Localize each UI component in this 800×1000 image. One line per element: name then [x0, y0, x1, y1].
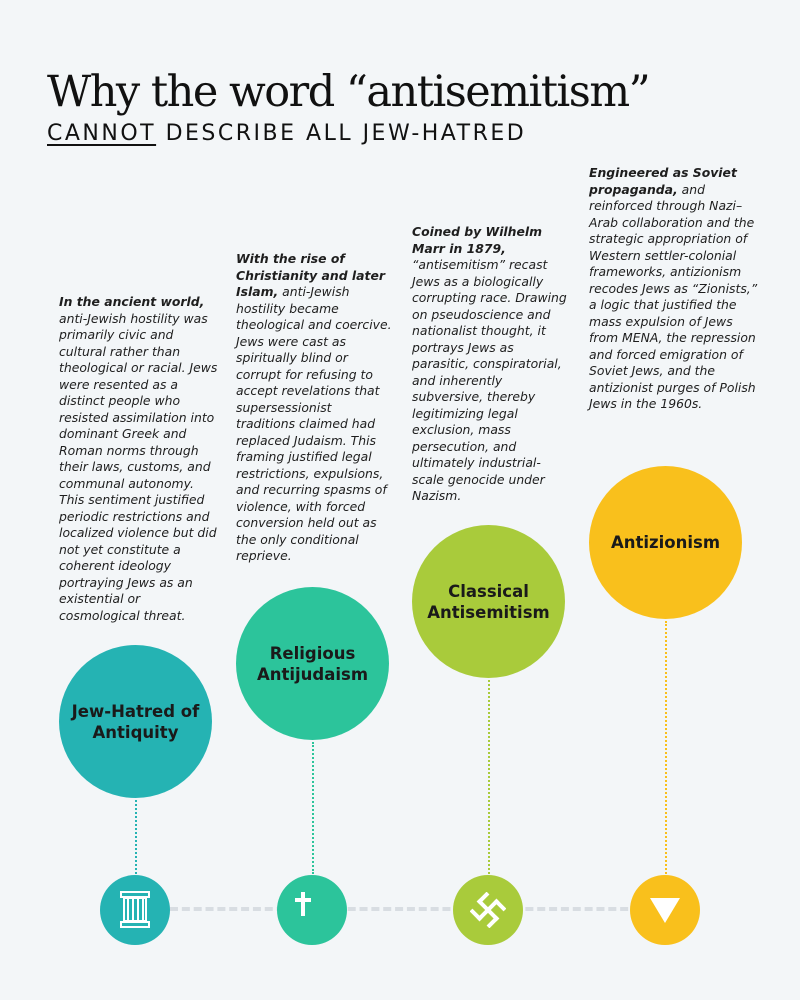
circle-label-line2: Antijudaism — [256, 664, 369, 684]
circle-label-line1: Antizionism — [610, 533, 721, 552]
subtitle-rest: DESCRIBE ALL JEW-HATRED — [156, 121, 527, 146]
stage-circle-classical — [412, 525, 565, 678]
stage-circle-antizionism — [589, 466, 742, 619]
description-lead: Coined by Wilhelm Marr in 1879, — [412, 224, 543, 256]
description-body: and reinforced through Nazi–Arab collaboration and the strategic appropriation of Western settler-colonial frameworks, antizionism recodes Jews as “Zionists,” a logic that justified the mass expulsion of Jews from MENA, the repression and forced emigration of Soviet Jews, and the antizionist purges of Polish Jews in the 1960s. — [589, 181, 758, 411]
timeline-line — [170, 907, 640, 911]
connector-antizionism — [665, 621, 667, 874]
description-religious — [236, 251, 393, 565]
circle-label-line2: Antisemitism — [427, 602, 550, 622]
page-subtitle — [47, 119, 526, 149]
timeline-node-antiquity — [100, 875, 170, 945]
connector-religious — [312, 742, 314, 874]
description-body: anti-Jewish hostility was primarily civic and cultural rather than theological or racial. Jews were resented as a distinct people who resisted assimilation into dominant Greek and Roman norms through their laws, customs, and communal autonomy. This sentiment justified periodic restrictions and localized violence but did not yet constitute a coherent ideology portraying Jews as an existential or cosmological threat. — [59, 310, 218, 623]
description-body: “antisemitism” recast Jews as a biologically corrupting race. Drawing on pseudoscience and nationalist thought, it portrays Jews as parasitic, conspiratorial, and inherently subversive, thereby legitimizing legal exclusion, mass persecution, and ultimately industrial-scale genocide under Nazism. — [412, 257, 567, 503]
stage-circle-religious — [236, 587, 389, 740]
description-antiquity — [59, 294, 219, 624]
circle-label-line2: Antiquity — [92, 722, 179, 742]
circle-label-line1: Classical — [448, 581, 529, 601]
description-lead: With the rise of Christianity and later Islam, — [236, 251, 385, 299]
cross-crescent-icon — [289, 887, 335, 933]
pillar-icon — [118, 890, 152, 930]
subtitle-emphasis: CANNOT — [47, 121, 157, 146]
timeline-node-classical — [453, 875, 523, 945]
description-body: anti-Jewish hostility became theological and coercive. Jews were cast as spiritually blind or corrupt for refusing to accept revelations that supersessionist traditions claimed had replaced Judaism. This framing justified legal restrictions, expulsions, and recurring spasms of violence, with forced conversion held out as the only conditional reprieve. — [236, 284, 392, 563]
description-classical — [412, 224, 572, 505]
description-lead: Engineered as Soviet propaganda, — [589, 165, 737, 197]
circle-label-line1: Jew-Hatred of — [71, 701, 200, 721]
connector-classical — [488, 680, 490, 874]
triangle-down-icon — [648, 895, 682, 925]
circle-label-line1: Religious — [269, 643, 356, 663]
connector-antiquity — [135, 800, 137, 874]
swastika-icon — [470, 892, 506, 928]
description-antizionism — [589, 165, 759, 413]
timeline-node-religious — [277, 875, 347, 945]
stage-circle-antiquity — [59, 645, 212, 798]
description-lead: In the ancient world, — [59, 294, 205, 309]
page-title: Why the word “antisemitism” — [47, 67, 650, 117]
timeline-node-antizionism — [630, 875, 700, 945]
